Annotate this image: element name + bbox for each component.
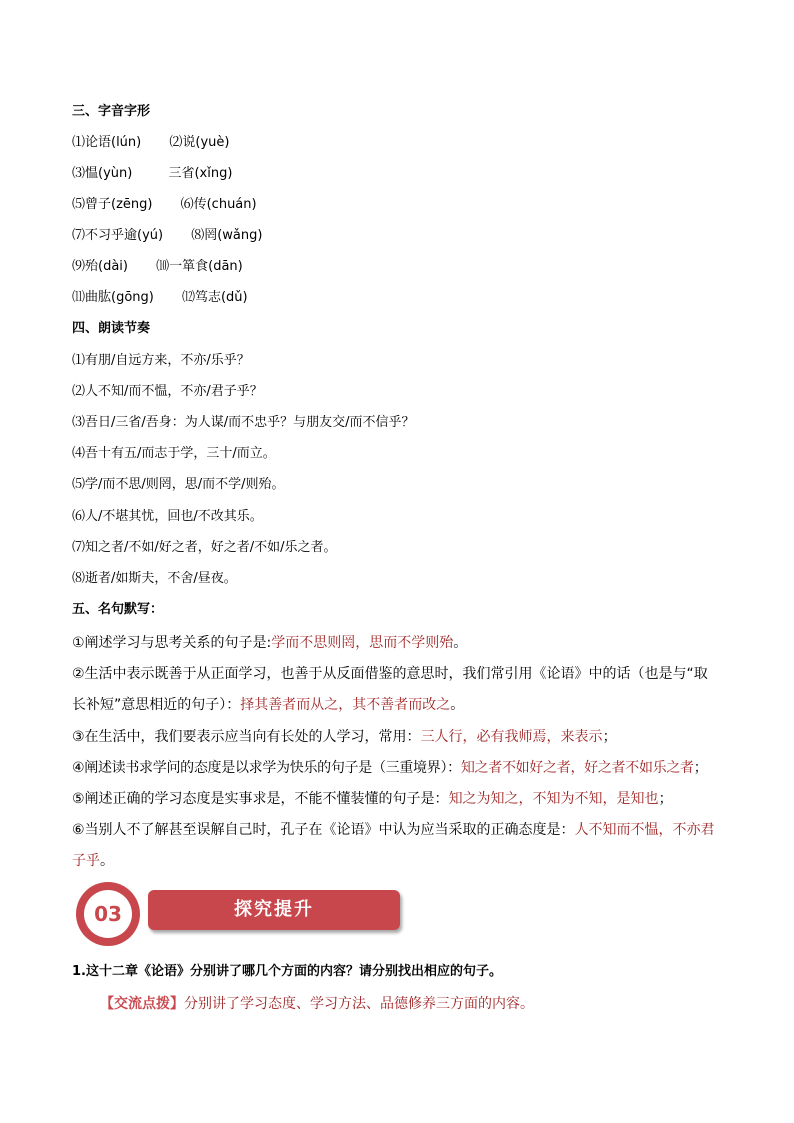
- pronunciation-row: [72, 257, 243, 277]
- pronunciation-item: ⑸曾子(zēng): [72, 197, 153, 212]
- pronunciation-item: ⑵说(yuè): [169, 135, 230, 150]
- pronunciation-item: ⑻罔(wǎng): [191, 228, 263, 243]
- recitation-item: [72, 788, 673, 810]
- pronunciation-row: [72, 226, 262, 246]
- recitation-answer: 子乎: [72, 853, 100, 869]
- recitation-answer: 择其善者而从之，其不善者而改之: [240, 697, 451, 713]
- recitation-tail: ；: [602, 729, 617, 745]
- question-answer: [100, 993, 534, 1015]
- recitation-answer: 人不知而不愠，不亦君: [574, 822, 715, 838]
- pronunciation-item: ⑼殆(dài): [72, 259, 128, 274]
- recitation-item: [72, 819, 715, 841]
- recitation-prompt: ①阐述学习与思考关系的句子是:: [72, 635, 272, 651]
- rhythm-line: ⑸学/而不思/则罔，思/而不学/则殆。: [72, 477, 285, 492]
- badge-number: 03: [94, 902, 122, 926]
- rhythm-line: ⑶吾日/三省/吾身：为人谋/而不忠乎？与朋友交/而不信乎？: [72, 415, 415, 430]
- rhythm-line: ⑹人/不堪其忧，回也/不改其乐。: [72, 509, 263, 524]
- pronunciation-row: [72, 164, 232, 184]
- badge-bar: [148, 890, 400, 930]
- recitation-prompt: ⑥当别人不了解甚至误解自己时，孔子在《论语》中认为应当采取的正确态度是：: [72, 822, 575, 838]
- recitation-item: [72, 757, 707, 779]
- pronunciation-item: ⑿笃志(dǔ): [181, 290, 248, 305]
- recitation-tail: 。: [453, 635, 468, 651]
- rhythm-line: ⑺知之者/不如/好之者，好之者/不如/乐之者。: [72, 540, 337, 555]
- section-badge: [76, 882, 336, 946]
- section5-heading: 五、名句默写：: [72, 602, 164, 617]
- pronunciation-row: [72, 133, 229, 153]
- pronunciation-item: ⑴论语(lún): [72, 135, 142, 150]
- pronunciation-row: [72, 288, 248, 308]
- recitation-item: [72, 726, 617, 748]
- badge-title: 探究提升: [234, 899, 314, 920]
- rhythm-line: ⑷吾十有五/而志于学，三十/而立。: [72, 446, 276, 461]
- rhythm-line: ⑴有朋/自远方来，不亦/乐乎？: [72, 353, 250, 368]
- recitation-tail: ；: [693, 760, 708, 776]
- section3-heading: 三、字音字形: [72, 104, 151, 119]
- rhythm-line: ⑻逝者/如斯夫，不舍/昼夜。: [72, 571, 237, 586]
- pronunciation-row: [72, 195, 257, 215]
- recitation-item: [72, 850, 114, 872]
- rhythm-line: ⑵人不知/而不愠，不亦/君子乎？: [72, 384, 263, 399]
- pronunciation-item: ⑽一箪食(dān): [156, 259, 243, 274]
- recitation-answer: 三人行，必有我师焉，来表示: [420, 729, 603, 745]
- recitation-tail: 。: [450, 697, 465, 713]
- recitation-prompt: ③在生活中，我们要表示应当向有长处的人学习，常用：: [72, 729, 421, 745]
- recitation-tail: 。: [100, 853, 114, 869]
- answer-tag: 【交流点拨】: [100, 996, 184, 1012]
- recitation-answer: 学而不思则罔，思而不学则殆: [271, 635, 454, 651]
- pronunciation-item: ⑹传(chuán): [180, 197, 257, 212]
- recitation-prompt-line: ②生活中表示既善于从正面学习，也善于从反面借鉴的意思时，我们常引用《论语》中的话（也是与“取: [72, 666, 708, 682]
- recitation-item: [72, 632, 467, 654]
- recitation-item: [72, 694, 464, 716]
- badge-circle: [76, 882, 140, 946]
- recitation-prompt: ④阐述读书求学问的态度是以求学为快乐的句子是（三重境界）：: [72, 760, 461, 776]
- section4-heading: 四、朗读节奏: [72, 321, 151, 336]
- pronunciation-item: 三省(xǐng): [168, 166, 233, 181]
- recitation-answer: 知之者不如好之者，好之者不如乐之者: [460, 760, 694, 776]
- recitation-tail: ；: [658, 791, 673, 807]
- question-text: 1.这十二章《论语》分别讲了哪几个方面的内容？请分别找出相应的句子。: [72, 964, 502, 979]
- pronunciation-item: ⑺不习乎逾(yú): [72, 228, 164, 243]
- recitation-answer: 知之为知之，不知为不知，是知也: [448, 791, 659, 807]
- recitation-prompt: 长补短”意思相近的句子）：: [72, 697, 241, 713]
- pronunciation-item: ⑶愠(yùn): [72, 166, 133, 181]
- recitation-prompt: ⑤阐述正确的学习态度是实事求是，不能不懂装懂的句子是：: [72, 791, 449, 807]
- pronunciation-item: ⑾曲肱(gōng): [72, 290, 154, 305]
- answer-text: 分别讲了学习态度、学习方法、品德修养三方面的内容。: [184, 996, 534, 1012]
